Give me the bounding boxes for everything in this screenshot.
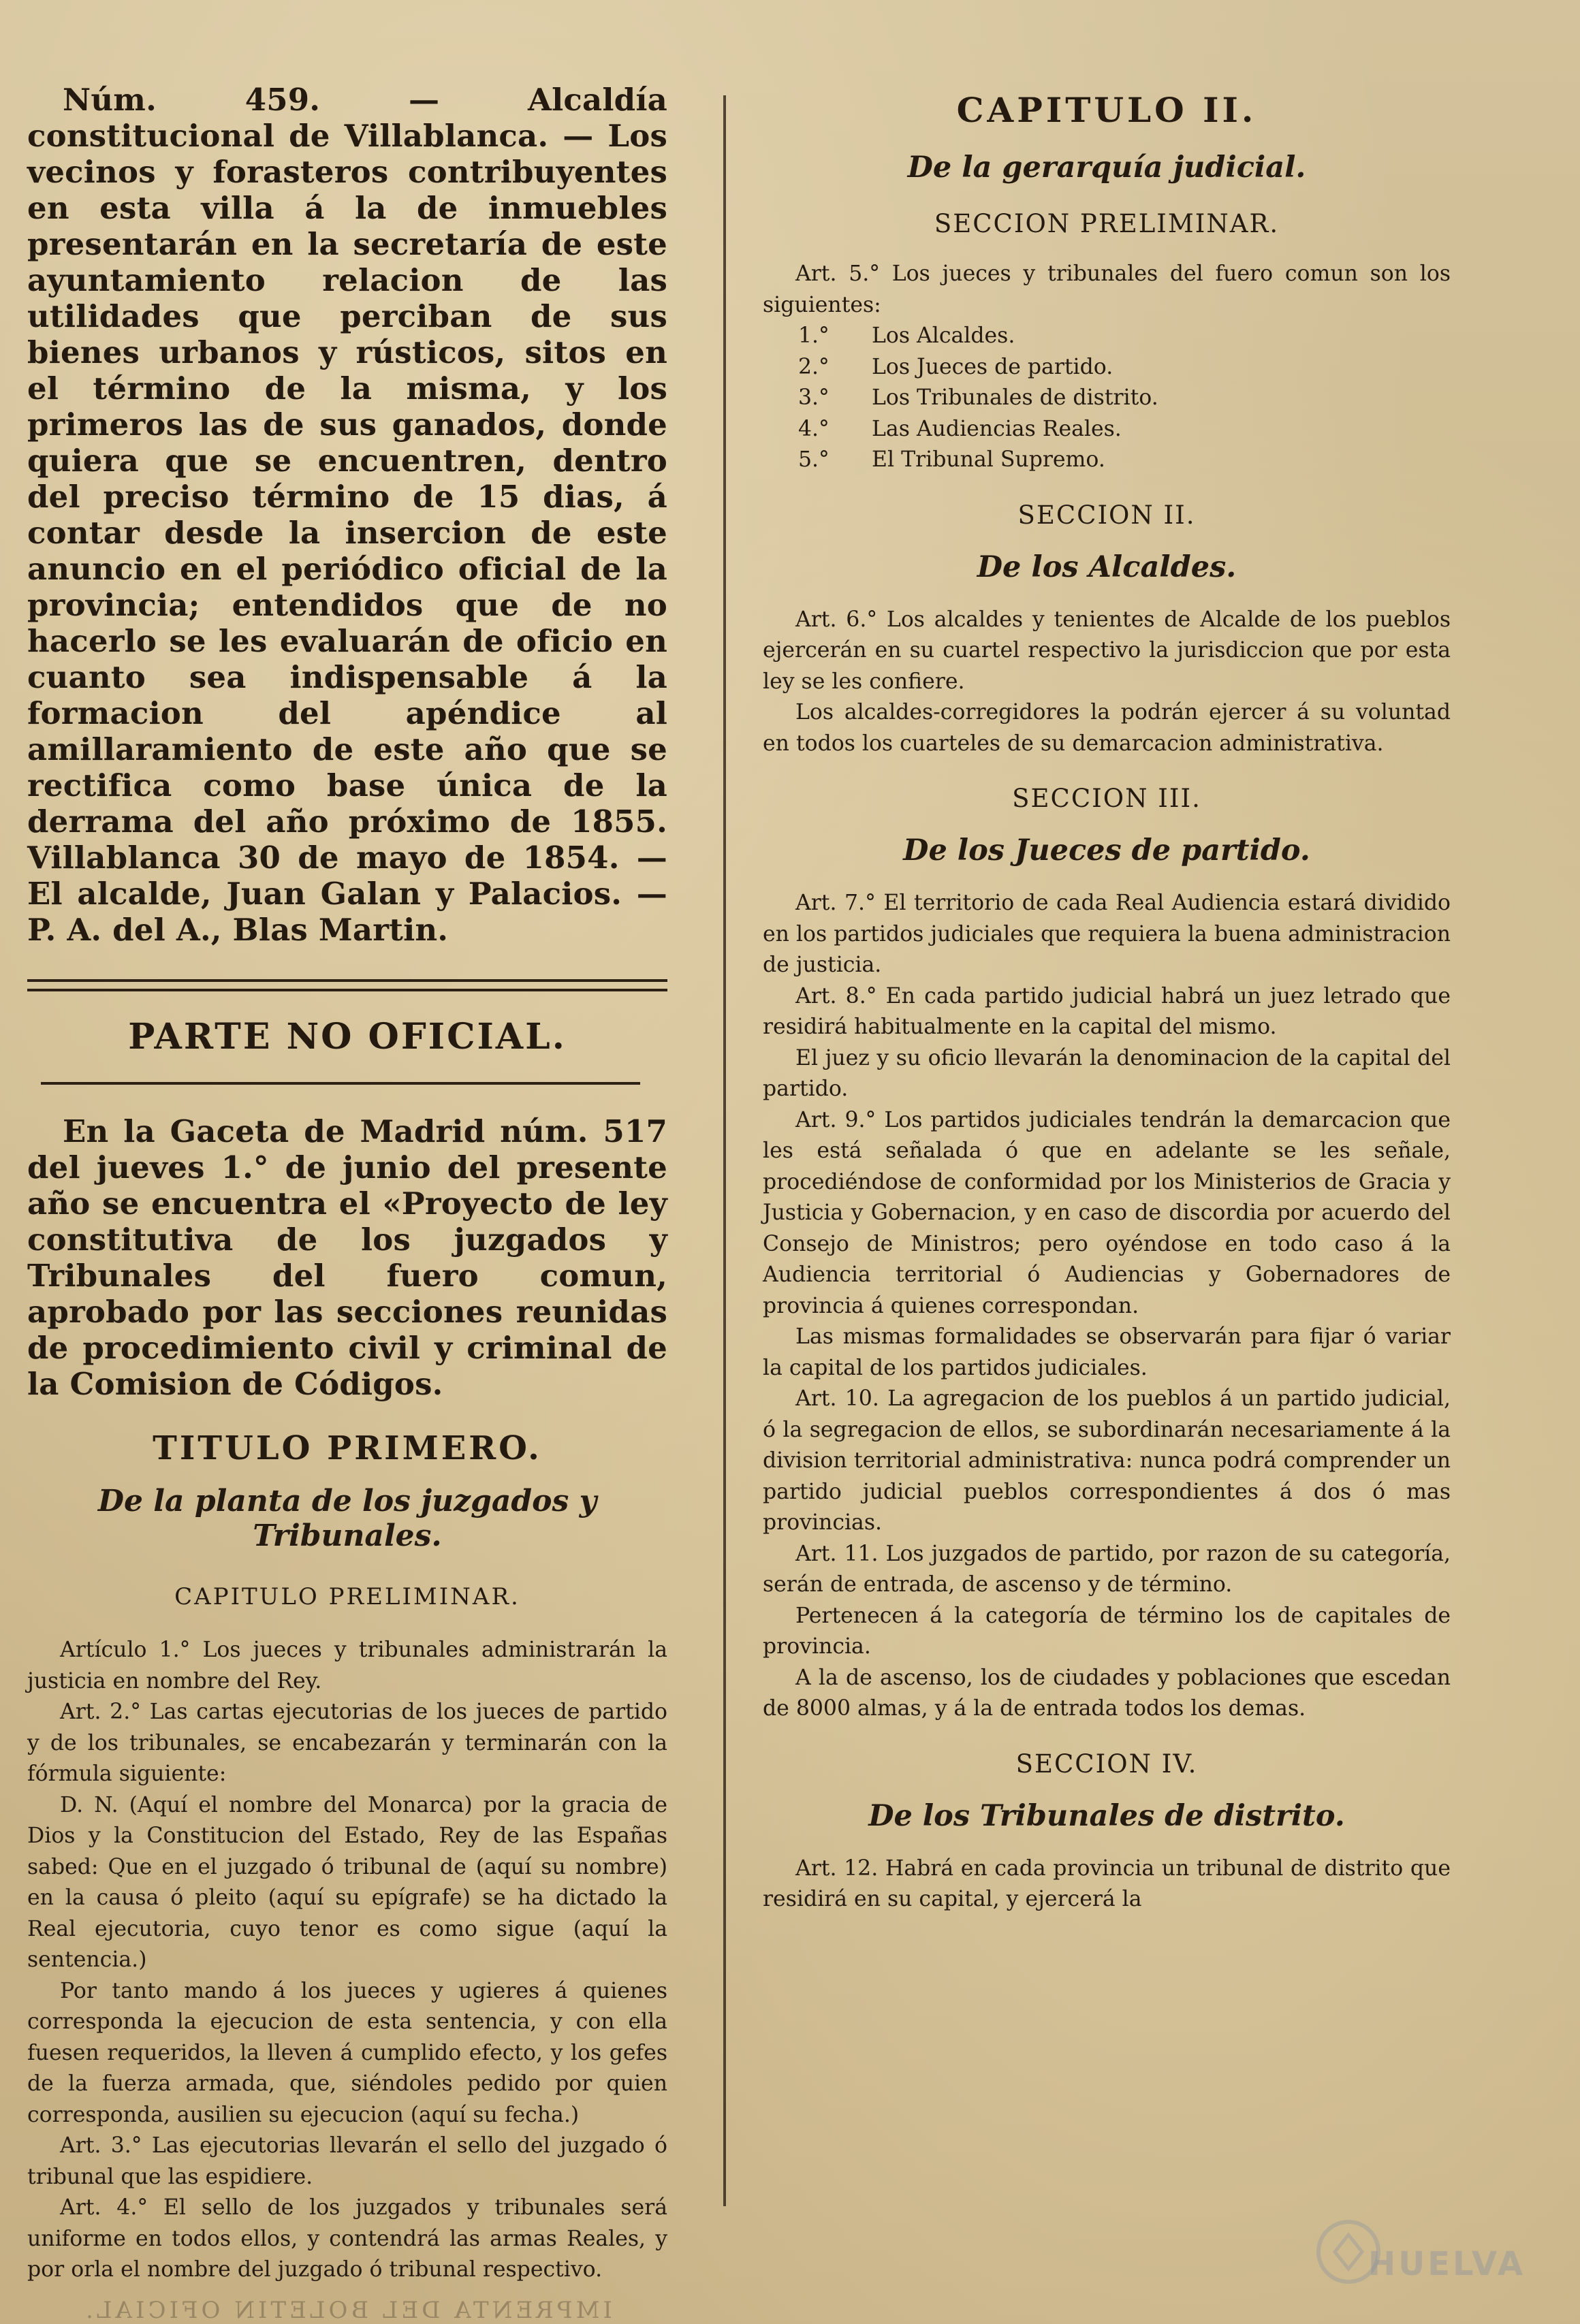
villablanca-notice: Núm. 459. — Alcaldía constitucional de Villablanca. — Los vecinos y forasteros contribuyentes en esta villa á la de inmuebles presentarán en la secretaría de este ayuntamiento relacion de las utilidades que perciban de sus bienes urbanos y rústicos, sitos en el término de la misma, y los primeros las de sus ganados, donde quiera que se encuentren, dentro del preciso término de 15 dias, á contar desde la insercion de este anuncio en el periódico oficial de la provincia; entendidos que de no hacerlo se les evaluarán de oficio en cuanto sea indispensable á la formacion del apéndice al amillaramiento de este año que se rectifica como base única de la derrama del año próximo de 1855. Villablanca 30 de mayo de 1854. — El alcalde, Juan Galan y Palacios. — P. A. del A., Blas Martin. bbox=[27, 82, 667, 948]
seccion-preliminar-heading: SECCION PRELIMINAR. bbox=[934, 209, 1280, 238]
seccion-ii-subtitle: De los Alcaldes. bbox=[977, 550, 1237, 584]
article-12: Art. 12. Habrá en cada provincia un tribunal de distrito que residirá en su capital, y ejercerá la bbox=[763, 1856, 1451, 1911]
article-paragraph: Artículo 1.° Los jueces y tribunales administrarán la justicia en nombre del Rey. bbox=[27, 1638, 667, 1693]
article-paragraph: El juez y su oficio llevarán la denominacion de la capital del partido. bbox=[763, 1045, 1451, 1101]
list-number: 5.° bbox=[798, 447, 830, 472]
article-paragraph: Los alcaldes-corregidores la podrán ejercer á su voluntad en todos los cuarteles de su demarcacion administrativa. bbox=[763, 700, 1451, 756]
left-column bbox=[27, 82, 667, 2324]
article-paragraph: Art. 6.° Los alcaldes y tenientes de Alcalde de los pueblos ejercerán en su cuartel respectivo la jurisdiccion que por esta ley se les confiere. bbox=[763, 607, 1451, 694]
article-paragraph: Art. 10. La agregacion de los pueblos á un partido judicial, ó la segregacion de ellos, se subordinarán necesariamente á la division territorial administrativa: nunca podrá comprender un partido judicial pueblos correspondientes á dos ó mas provincias. bbox=[763, 1386, 1451, 1535]
article-paragraph: Las mismas formalidades se observarán para fijar ó variar la capital de los partidos judiciales. bbox=[763, 1324, 1451, 1380]
list-item bbox=[763, 352, 1451, 383]
list-number: 4.° bbox=[798, 416, 830, 441]
list-text: Los Jueces de partido. bbox=[872, 354, 1113, 379]
capitulo-ii-subtitle: De la gerarquía judicial. bbox=[907, 150, 1306, 185]
bleed-through-footer: IMPRENTA DEL BOLETIN OFICIAL. bbox=[82, 2296, 612, 2324]
article-paragraph: Por tanto mando á los jueces y ugieres á quienes corresponda la ejecucion de esta sentencia, y con ella fuesen requeridos, la lleven á cumplido efecto, y los gefes de la fuerza armada, que, siéndoles pedido por quien corresponda, ausilien su ejecucion (aquí su fecha.) bbox=[27, 1978, 667, 2127]
list-number: 1.° bbox=[798, 323, 830, 348]
article-paragraph: Pertenecen á la categoría de término los de capitales de provincia. bbox=[763, 1603, 1451, 1659]
seccion-iv-heading: SECCION IV. bbox=[1015, 1749, 1198, 1779]
jueces-articles bbox=[763, 888, 1451, 1725]
seccion-iii-heading: SECCION III. bbox=[1012, 784, 1201, 813]
list-number: 3.° bbox=[798, 385, 830, 410]
alcaldes-articles bbox=[763, 605, 1451, 760]
list-text: Los Alcaldes. bbox=[872, 323, 1015, 348]
courts-list bbox=[763, 321, 1451, 476]
capitulo-ii-heading: CAPITULO II. bbox=[956, 90, 1257, 130]
gaceta-paragraph: En la Gaceta de Madrid núm. 517 del jueves 1.° de junio del presente año se encuentra el «Proyecto de ley constitutiva de los juzgados y Tribunales del fuero comun, aprobado por las secciones reunidas de procedimiento civil y criminal de la Comision de Códigos. bbox=[27, 1113, 667, 1402]
seccion-iii-subtitle: De los Jueces de partido. bbox=[903, 833, 1310, 867]
list-item bbox=[763, 321, 1451, 352]
capitulo-preliminar-heading: CAPITULO PRELIMINAR. bbox=[174, 1583, 520, 1610]
list-text: Los Tribunales de distrito. bbox=[872, 385, 1158, 410]
parte-no-oficial-title: PARTE NO OFICIAL. bbox=[128, 1016, 567, 1057]
titulo-subtitle: De la planta de los juzgados y Tribunales. bbox=[97, 1484, 597, 1553]
article-paragraph: Art. 11. Los juzgados de partido, por razon de su categoría, serán de entrada, de ascenso y de término. bbox=[763, 1541, 1451, 1597]
column-divider bbox=[723, 95, 726, 2206]
list-item bbox=[763, 414, 1451, 445]
list-text: Las Audiencias Reales. bbox=[872, 416, 1122, 441]
stamp-label: HUELVA bbox=[1368, 2245, 1526, 2283]
left-articles bbox=[27, 1635, 667, 2286]
titulo-primero-heading: TITULO PRIMERO. bbox=[153, 1429, 542, 1467]
seccion-ii-heading: SECCION II. bbox=[1017, 500, 1196, 530]
article-paragraph: A la de ascenso, los de ciudades y poblaciones que escedan de 8000 almas, y á la de entrada todos los demas. bbox=[763, 1665, 1451, 1721]
list-text: El Tribunal Supremo. bbox=[872, 447, 1105, 472]
list-item bbox=[763, 383, 1451, 414]
article-paragraph: Art. 8.° En cada partido judicial habrá un juez letrado que residirá habitualmente en la capital del mismo. bbox=[763, 983, 1451, 1039]
right-column bbox=[763, 82, 1451, 1915]
list-number: 2.° bbox=[798, 354, 830, 379]
article-paragraph: Art. 2.° Las cartas ejecutorias de los jueces de partido y de los tribunales, se encabezarán y terminarán con la fórmula siguiente: bbox=[27, 1700, 667, 1786]
seccion-iv-subtitle: De los Tribunales de distrito. bbox=[868, 1798, 1345, 1833]
article-paragraph: Art. 7.° El territorio de cada Real Audiencia estará dividido en los partidos judiciales que requiera la buena administracion de justicia. bbox=[763, 891, 1451, 977]
article-paragraph: D. N. (Aquí el nombre del Monarca) por la gracia de Dios y la Constitucion del Estado, Rey de las Españas sabed: Que en el juzgado ó tribunal de (aquí su nombre) en la causa ó pleito (aquí su epígrafe) se ha dictado la Real ejecutoria, cuyo tenor es como sigue (aquí la sentencia.) bbox=[27, 1792, 667, 1972]
list-item bbox=[763, 445, 1451, 476]
article-paragraph: Art. 4.° El sello de los juzgados y tribunales será uniforme en todos ellos, y contendrá las armas Reales, y por orla el nombre del juzgado ó tribunal respectivo. bbox=[27, 2195, 667, 2282]
double-rule-divider bbox=[27, 979, 667, 991]
article-paragraph: Art. 3.° Las ejecutorias llevarán el sello del juzgado ó tribunal que las espidiere. bbox=[27, 2133, 667, 2189]
rule-divider bbox=[41, 1082, 640, 1085]
article-5: Art. 5.° Los jueces y tribunales del fuero comun son los siguientes: bbox=[763, 261, 1451, 317]
article-paragraph: Art. 9.° Los partidos judiciales tendrán la demarcacion que les está señalada ó que en adelante se les señale, procediéndose de conformidad por los Ministerios de Gracia y Justicia y Gobernacion, y en caso de discordia por acuerdo del Consejo de Ministros; pero oyéndose en todo caso á la Audiencia territorial ó Audiencias y Gobernadores de provincia á quienes correspondan. bbox=[763, 1107, 1451, 1318]
